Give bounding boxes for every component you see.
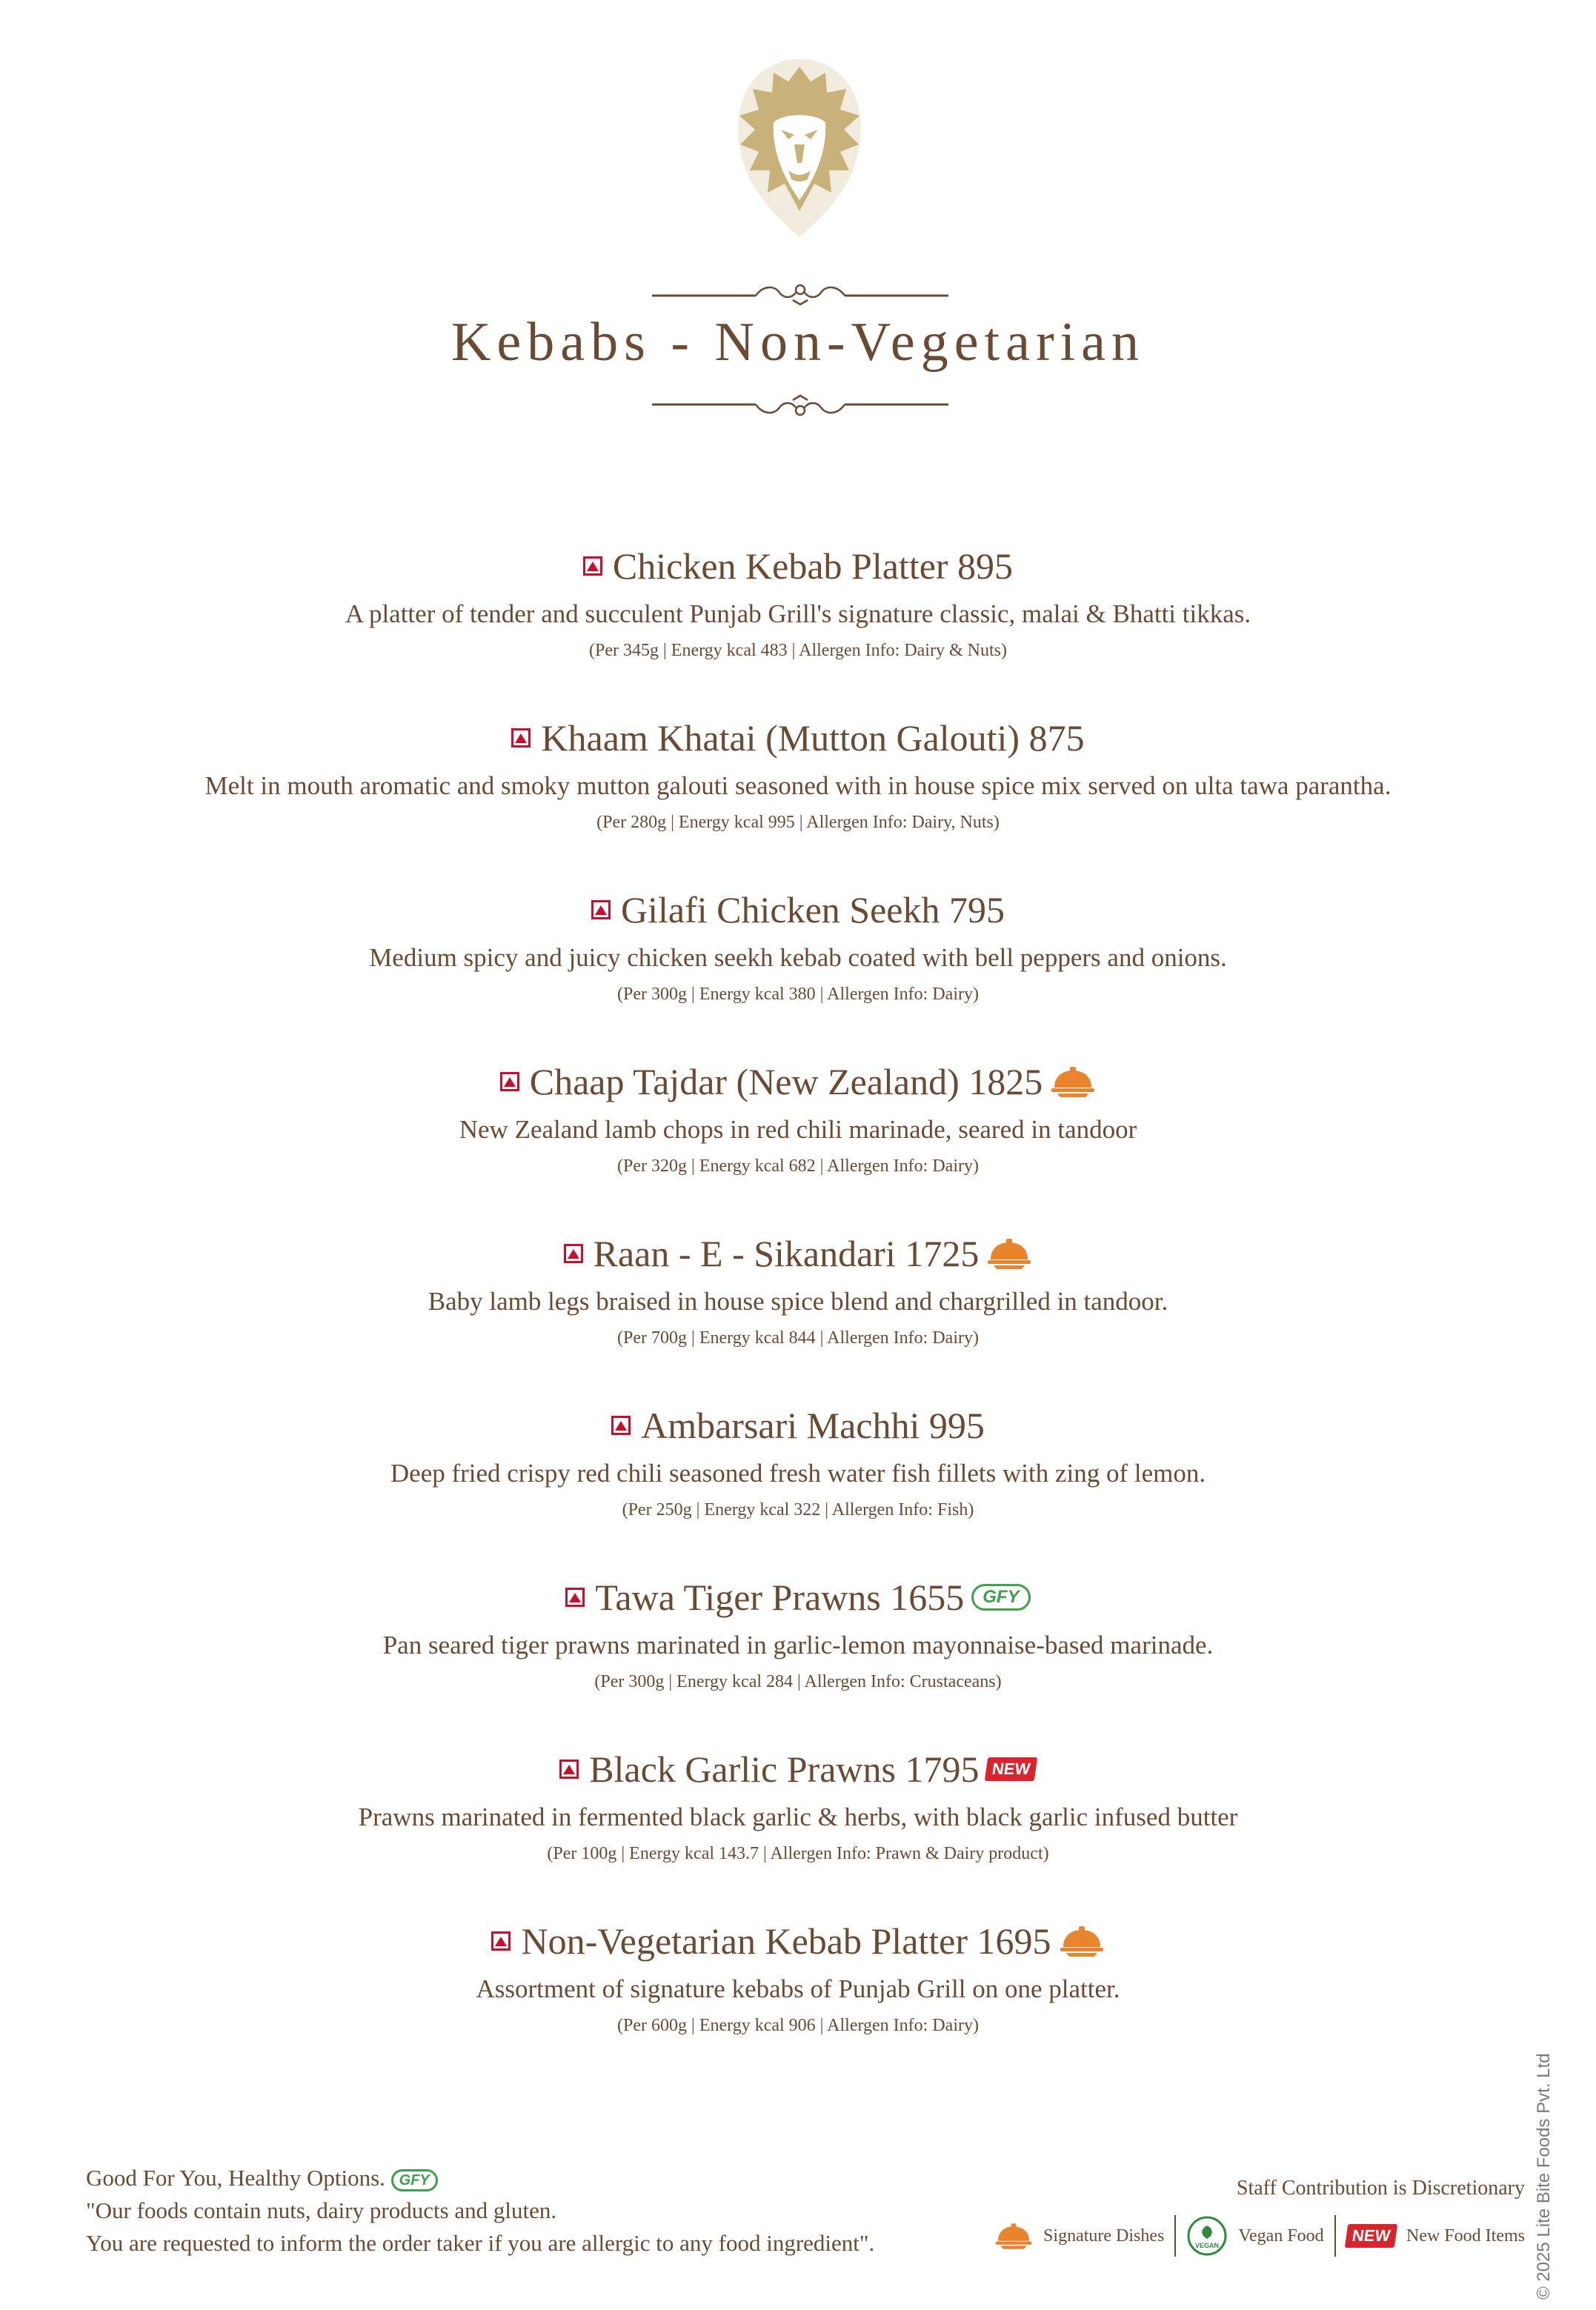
non-veg-icon: [564, 1244, 583, 1263]
non-veg-icon: [583, 556, 602, 576]
menu-item-meta: (Per 700g | Energy kcal 844 | Allergen Info: Dairy): [617, 1328, 979, 1348]
menu-item-description: Pan seared tiger prawns marinated in garlic-lemon mayonnaise-based marinade.: [382, 1631, 1214, 1660]
menu-item-header: [500, 1055, 1097, 1108]
allergen-note-line2: You are requested to inform the order taker if you are allergic to any food ingredient".: [86, 2230, 875, 2256]
menu-item-name: Tawa Tiger Prawns 1655: [595, 1577, 965, 1618]
menu-item-meta: (Per 100g | Energy kcal 143.7 | Allergen Info: Prawn & Dairy product): [547, 1844, 1049, 1863]
menu-item-name: Khaam Khatai (Mutton Galouti) 875: [541, 717, 1085, 759]
menu-item: [0, 1743, 1596, 1914]
menu-item: [0, 1055, 1596, 1227]
menu-item-description: Baby lamb legs braised in house spice blend and chargrilled in tandoor.: [428, 1287, 1168, 1316]
menu-item-meta: (Per 320g | Energy kcal 682 | Allergen Info: Dairy): [617, 1156, 979, 1176]
new-badge: NEW: [1344, 2224, 1397, 2248]
menu-item-description: Prawns marinated in fermented black garlic & herbs, with black garlic infused butter: [358, 1803, 1238, 1831]
copyright-text: © 2025 Lite Bite Foods Pvt. Ltd: [1534, 2053, 1554, 2300]
menu-item-name: Gilafi Chicken Seekh 795: [621, 889, 1005, 931]
signature-dish-icon: [1050, 1065, 1096, 1098]
legend-signature-label: Signature Dishes: [1043, 2226, 1165, 2246]
footer-notes: [86, 2162, 874, 2260]
menu-item-meta: (Per 300g | Energy kcal 284 | Allergen Info: Crustaceans): [594, 1672, 1002, 1691]
legend: [994, 2215, 1525, 2257]
legend-divider: [1174, 2215, 1176, 2257]
menu-item: [0, 883, 1596, 1055]
non-veg-icon: [559, 1760, 579, 1779]
page-title: Kebabs - Non-Vegetarian: [450, 312, 1146, 373]
staff-contribution-note: Staff Contribution is Discretionary: [1236, 2177, 1525, 2200]
menu-item-header: [611, 1399, 985, 1452]
menu-item-header: [564, 1227, 1033, 1280]
menu-item-name: Black Garlic Prawns 1795: [589, 1748, 980, 1790]
non-veg-icon: [591, 900, 611, 919]
menu-item: [0, 539, 1596, 711]
menu-item-description: Assortment of signature kebabs of Punjab Grill on one platter.: [476, 1974, 1120, 2003]
title-ornament-bottom: [645, 393, 956, 422]
menu-item: [0, 1571, 1596, 1743]
lion-logo: [714, 52, 885, 244]
menu-item-name: Ambarsari Machhi 995: [641, 1405, 985, 1446]
menu-item-meta: (Per 300g | Energy kcal 380 | Allergen Info: Dairy): [617, 985, 979, 1004]
signature-dish-icon: [986, 1237, 1032, 1270]
menu-item-header: [559, 1743, 1037, 1796]
menu-item-meta: (Per 280g | Energy kcal 995 | Allergen Info: Dairy, Nuts): [596, 813, 1000, 832]
non-veg-icon: [511, 728, 531, 748]
non-veg-icon: [611, 1416, 631, 1435]
menu-item-name: Chicken Kebab Platter 895: [612, 545, 1014, 587]
menu-item: [0, 711, 1596, 883]
gfy-badge: GFY: [391, 2169, 438, 2191]
menu-item: [0, 1399, 1596, 1571]
menu-item-description: A platter of tender and succulent Punjab Grill's signature classic, malai & Bhatti tikkas.: [345, 599, 1251, 628]
menu-item-name: Non-Vegetarian Kebab Platter 1695: [521, 1920, 1051, 1962]
new-badge: NEW: [985, 1757, 1038, 1781]
menu-item-meta: (Per 345g | Energy kcal 483 | Allergen Info: Dairy & Nuts): [589, 641, 1007, 660]
non-veg-icon: [500, 1072, 519, 1091]
allergen-note-line1: "Our foods contain nuts, dairy products and gluten.: [86, 2197, 557, 2223]
menu-item: [0, 1914, 1596, 2086]
menu-item-description: New Zealand lamb chops in red chili marinade, seared in tandoor: [459, 1115, 1137, 1144]
signature-dish-icon: [1059, 1925, 1105, 1957]
title-ornament-top: [645, 278, 956, 307]
menu-item-name: Chaap Tajdar (New Zealand) 1825: [529, 1061, 1043, 1102]
healthy-options-label: Good For You, Healthy Options.: [86, 2165, 385, 2191]
legend-vegan-label: Vegan Food: [1238, 2226, 1324, 2246]
menu-item-meta: (Per 250g | Energy kcal 322 | Allergen Info: Fish): [622, 1500, 974, 1520]
legend-divider: [1334, 2215, 1336, 2257]
menu-item-meta: (Per 600g | Energy kcal 906 | Allergen Info: Dairy): [617, 2016, 979, 2035]
legend-new-label: New Food Items: [1406, 2226, 1525, 2246]
non-veg-icon: [491, 1931, 511, 1951]
menu-item-description: Deep fried crispy red chili seasoned fresh water fish fillets with zing of lemon.: [390, 1459, 1206, 1488]
menu-item-header: [583, 539, 1013, 593]
svg-text:VEGAN: VEGAN: [1195, 2242, 1220, 2249]
menu-item-description: Melt in mouth aromatic and smoky mutton galouti seasoned with in house spice mix served on ulta tawa parantha.: [205, 771, 1391, 800]
menu-item-header: [491, 1914, 1104, 1968]
menu-item-header: [511, 711, 1084, 765]
menu-item-description: Medium spicy and juicy chicken seekh kebab coated with bell peppers and onions.: [369, 943, 1227, 972]
gfy-badge: GFY: [971, 1584, 1030, 1611]
menu-item-header: [591, 883, 1005, 936]
non-veg-icon: [565, 1588, 585, 1607]
menu-list: [0, 539, 1596, 2086]
menu-item-header: [565, 1571, 1030, 1624]
healthy-options-line: [86, 2162, 874, 2194]
vegan-icon: [1186, 2215, 1228, 2257]
menu-item-name: Raan - E - Sikandari 1725: [593, 1233, 980, 1274]
signature-dish-icon: [994, 2222, 1033, 2250]
menu-item: [0, 1227, 1596, 1399]
